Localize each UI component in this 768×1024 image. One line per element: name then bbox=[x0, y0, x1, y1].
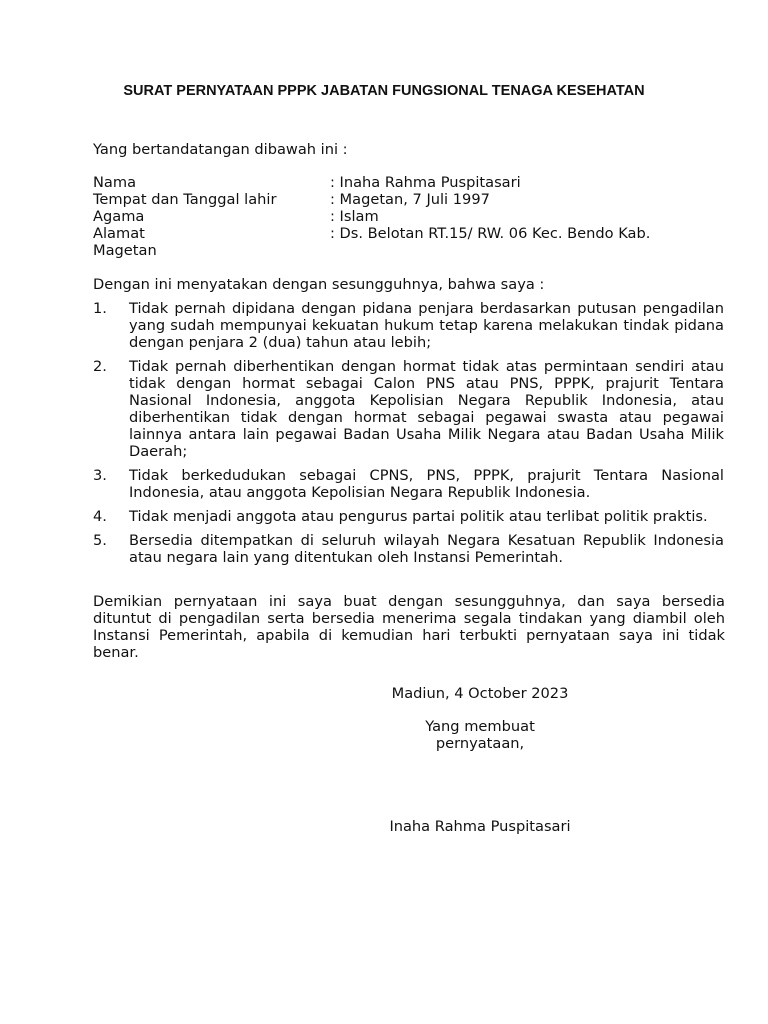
statement-text: Tidak pernah dipidana dengan pidana penjara berdasarkan putusan pengadilan yang sudah mempunyai kekuatan hukum tetap karena melakukan tindak pidana dengan penjara 2 (dua) tahun atau lebih; bbox=[129, 300, 724, 351]
document-title: SURAT PERNYATAAN PPPK JABATAN FUNGSIONAL TENAGA KESEHATAN bbox=[123, 83, 645, 99]
name-value: : Inaha Rahma Puspitasari bbox=[330, 174, 521, 191]
statement-number: 3. bbox=[93, 467, 107, 484]
birth-label: Tempat dan Tanggal lahir bbox=[93, 191, 277, 208]
birth-value: : Magetan, 7 Juli 1997 bbox=[330, 191, 490, 208]
statement-list bbox=[93, 300, 733, 573]
maker-block bbox=[360, 718, 600, 752]
statement-text: Tidak berkedudukan sebagai CPNS, PNS, PPPK, prajurit Tentara Nasional Indonesia, atau anggota Kepolisian Negara Republik Indonesia. bbox=[129, 467, 724, 501]
place-date: Madiun, 4 October 2023 bbox=[391, 685, 569, 702]
statement-item bbox=[93, 467, 733, 501]
statement-number: 2. bbox=[93, 358, 107, 375]
statement-text: Tidak pernah diberhentikan dengan hormat tidak atas permintaan sendiri atau tidak dengan hormat sebagai Calon PNS atau PNS, PPPK, prajurit Tentara Nasional Indonesia, anggota Kepolisian Negara Republik Indonesia, atau diberhentikan tidak dengan hormat sebagai pegawai swasta atau pegawai lainnya antara lain pegawai Badan Usaha Milik Negara atau Badan Usaha Milik Daerah; bbox=[129, 358, 724, 460]
statement-item bbox=[93, 532, 733, 566]
statement-number: 5. bbox=[93, 532, 107, 549]
address-label: Alamat bbox=[93, 225, 145, 242]
statement-text: Tidak menjadi anggota atau pengurus partai politik atau terlibat politik praktis. bbox=[129, 508, 708, 525]
religion-label: Agama bbox=[93, 208, 145, 225]
statement-item bbox=[93, 358, 733, 460]
statement-item bbox=[93, 508, 733, 525]
identity-row-address bbox=[93, 225, 693, 242]
closing-paragraph: Demikian pernyataan ini saya buat dengan sesungguhnya, dan saya bersedia dituntut di pengadilan serta bersedia menerima segala tindakan yang diambil oleh Instansi Pemerintah, apabila di kemudian hari terbukti pernyataan saya ini tidak benar. bbox=[93, 593, 725, 661]
address-value: : Ds. Belotan RT.15/ RW. 06 Kec. Bendo Kab. bbox=[330, 225, 651, 242]
maker-line-1: Yang membuat bbox=[425, 718, 535, 735]
maker-line-2: pernyataan, bbox=[435, 735, 525, 752]
identity-row-birth bbox=[93, 191, 693, 208]
address-continuation: Magetan bbox=[93, 242, 157, 259]
name-label: Nama bbox=[93, 174, 137, 191]
statement-item bbox=[93, 300, 733, 351]
identity-row-name bbox=[93, 174, 693, 191]
statement-text: Bersedia ditempatkan di seluruh wilayah Negara Kesatuan Republik Indonesia atau negara lain yang ditentukan oleh Instansi Pemerintah. bbox=[129, 532, 724, 566]
statement-number: 4. bbox=[93, 508, 107, 525]
identity-row-address-cont bbox=[93, 242, 693, 259]
identity-block bbox=[93, 174, 693, 259]
identity-row-religion bbox=[93, 208, 693, 225]
intro-text: Yang bertandatangan dibawah ini : bbox=[93, 141, 348, 158]
statement-number: 1. bbox=[93, 300, 107, 317]
declaration-intro: Dengan ini menyatakan dengan sesungguhnya, bahwa saya : bbox=[93, 276, 545, 293]
signer-name: Inaha Rahma Puspitasari bbox=[389, 818, 571, 835]
religion-value: : Islam bbox=[330, 208, 379, 225]
